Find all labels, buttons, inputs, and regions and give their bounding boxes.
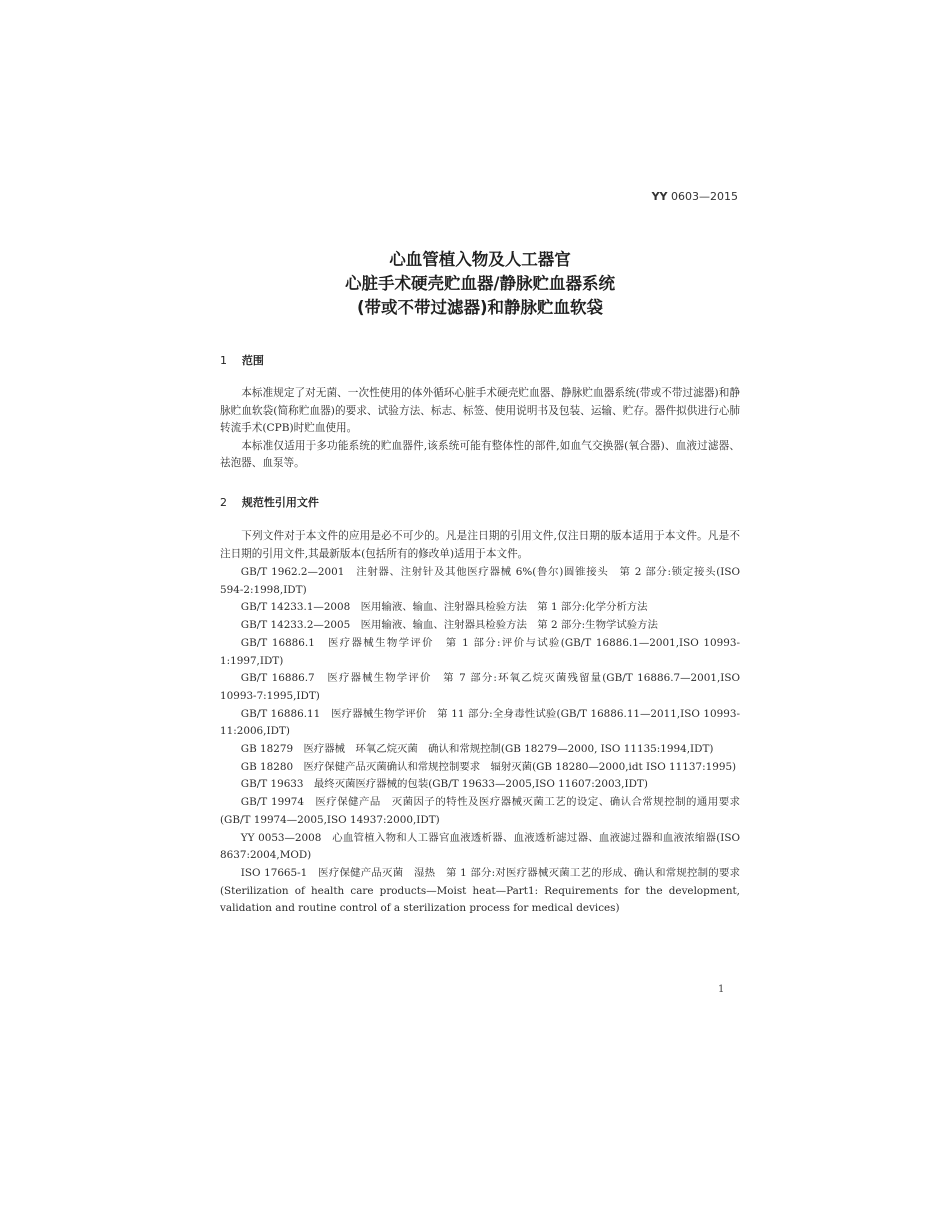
reference-item: GB/T 16886.1 医疗器械生物学评价 第 1 部分:评价与试验(GB/T 16886.1—2001,ISO 10993-1:1997,IDT): [220, 636, 740, 667]
section-heading-normative-references: [220, 494, 319, 510]
reference-item: GB/T 16886.7 医疗器械生物学评价 第 7 部分:环氧乙烷灭菌残留量(GB/T 16886.7—2001,ISO 10993-7:1995,IDT): [220, 672, 740, 702]
reference-item: GB/T 19633 最终灭菌医疗器械的包装(GB/T 19633—2005,ISO 11607:2003,IDT): [240, 778, 648, 791]
page-number: 1: [718, 984, 725, 995]
scope-paragraph-2: 本标准仅适用于多功能系统的贮血器件,该系统可能有整体性的部件,如血气交换器(氧合器)、血液过滤器、祛泡器、血泵等。: [220, 439, 740, 469]
title-line-2: 心脏手术硬壳贮血器/静脉贮血器系统: [344, 274, 616, 293]
standard-code-prefix: YY: [651, 190, 668, 203]
section-number: 1: [220, 354, 227, 367]
section-number: 2: [220, 496, 227, 509]
section-heading-scope: [220, 352, 264, 368]
reference-item: ISO 17665-1 医疗保健产品灭菌 湿热 第 1 部分:对医疗器械灭菌工艺的形成、确认和常规控制的要求(Sterilization of health care products—Moist heat—Part1: Requirements for the development, validation and routine control of a sterilization process for medical devices): [220, 866, 740, 915]
reference-item: GB/T 14233.1—2008 医用输液、输血、注射器具检验方法 第 1 部分:化学分析方法: [240, 601, 648, 614]
reference-item: GB/T 16886.11 医疗器械生物学评价 第 11 部分:全身毒性试验(GB/T 16886.11—2011,ISO 10993-11:2006,IDT): [220, 707, 740, 738]
reference-item: YY 0053—2008 心血管植入物和人工器官血液透析器、血液透析滤过器、血液滤过器和血液浓缩器(ISO 8637:2004,MOD): [220, 831, 740, 862]
scope-body: [220, 385, 740, 473]
standard-code-number: 0603—2015: [671, 190, 738, 203]
title-line-3: (带或不带过滤器)和静脉贮血软袋: [356, 298, 604, 317]
section-title: 规范性引用文件: [241, 496, 319, 509]
reference-item: GB/T 14233.2—2005 医用输液、输血、注射器具检验方法 第 2 部分:生物学试验方法: [240, 619, 658, 632]
reference-item: GB 18280 医疗保健产品灭菌确认和常规控制要求 辐射灭菌(GB 18280—2000,idt ISO 11137:1995): [240, 760, 737, 773]
references-intro: [220, 528, 740, 563]
standard-code: [652, 190, 738, 203]
title-line-1: 心血管植入物及人工器官: [389, 250, 571, 269]
document-title: [220, 248, 740, 320]
section-title: 范围: [241, 354, 264, 367]
references-intro-paragraph: 下列文件对于本文件的应用是必不可少的。凡是注日期的引用文件,仅注日期的版本适用于本文件。凡是不注日期的引用文件,其最新版本(包括所有的修改单)适用于本文件。: [220, 530, 740, 560]
scope-paragraph-1: 本标准规定了对无菌、一次性使用的体外循环心脏手术硬壳贮血器、静脉贮血器系统(带或不带过滤器)和静脉贮血软袋(简称贮血器)的要求、试验方法、标志、标签、使用说明书及包装、运输、贮存。器件拟供进行心肺转流手术(CPB)时贮血使用。: [220, 387, 740, 434]
reference-list: [220, 564, 740, 918]
reference-item: GB 18279 医疗器械 环氧乙烷灭菌 确认和常规控制(GB 18279—2000, ISO 11135:1994,IDT): [240, 743, 714, 756]
reference-item: GB/T 19974 医疗保健产品 灭菌因子的特性及医疗器械灭菌工艺的设定、确认合常规控制的通用要求(GB/T 19974—2005,ISO 14937:2000,IDT): [220, 796, 740, 826]
reference-item: GB/T 1962.2—2001 注射器、注射针及其他医疗器械 6%(鲁尔)圆锥接头 第 2 部分:锁定接头(ISO 594-2:1998,IDT): [220, 566, 740, 596]
